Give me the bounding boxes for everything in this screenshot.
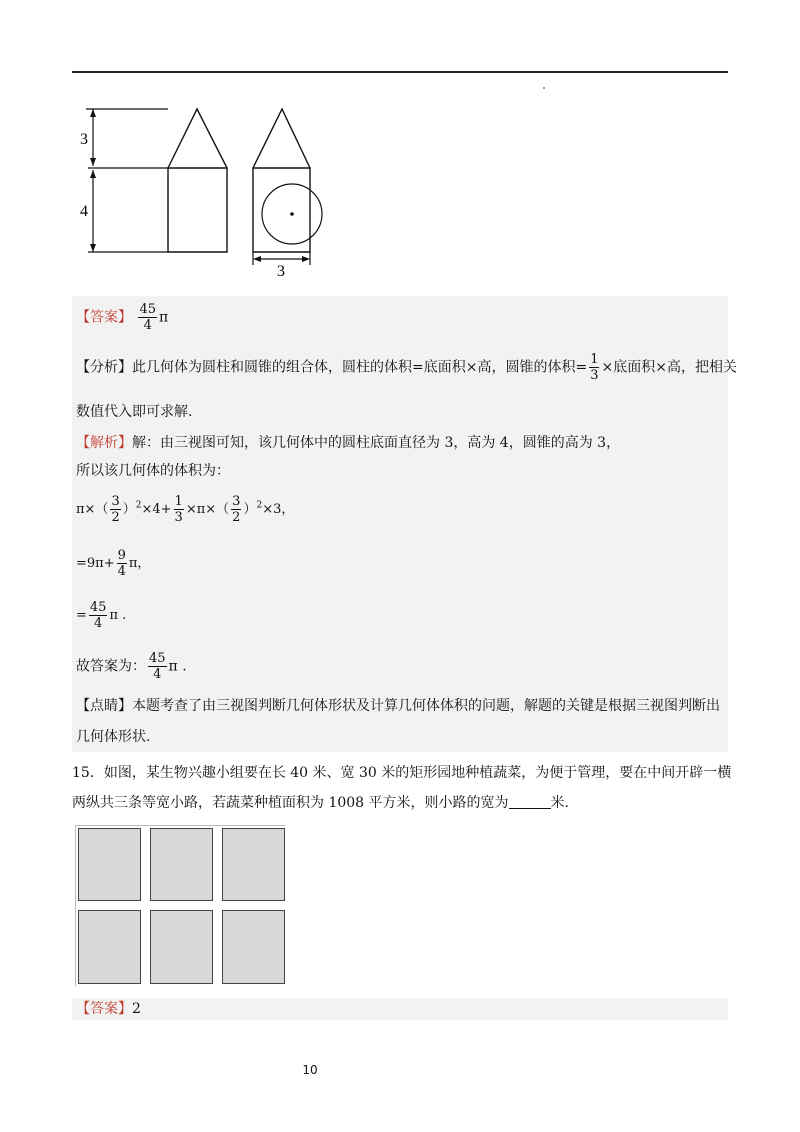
vegetable-plot <box>222 828 285 901</box>
front-view-cone <box>168 109 227 168</box>
comment-tag: 【点睛】 <box>76 698 132 714</box>
vegetable-plot <box>222 910 285 984</box>
equation-3: = $\frac{45}{4}$ π . <box>76 600 127 631</box>
q15-line-1: 15．如图，某生物兴趣小组要在长 40 米、宽 30 米的矩形园地种植蔬菜，为便于管理，要在中间开辟一横 <box>72 765 732 781</box>
vegetable-plot <box>78 910 141 984</box>
answer-blank <box>509 794 551 809</box>
analysis-line-1: 【分析】此几何体为圆柱和圆锥的组合体，圆柱的体积=底面积×高，圆锥的体积= $\frac{1}{3}$ ×底面积×高，把相关 <box>76 352 737 383</box>
three-view-figure <box>72 100 342 280</box>
analysis-fraction: $\frac{1}{3}$ <box>590 352 599 383</box>
comment-line-1: 【点睛】本题考查了由三视图判断几何体形状及计算几何体体积的问题，解题的关键是根据三视图判断出 <box>76 698 720 714</box>
final-answer: 故答案为： $\frac{45}{4}$ π . <box>76 651 187 682</box>
top-view-center-dot <box>290 212 294 216</box>
answer-fraction: $\frac{45}{4}$ <box>139 302 156 333</box>
equation-2: =9π+ $\frac{9}{4}$ π， <box>76 548 151 579</box>
solution-line-2: 所以该几何体的体积为： <box>76 463 230 479</box>
solution-tag: 【解析】 <box>76 435 132 451</box>
vegetable-plot <box>78 828 141 901</box>
equation-1: π×（ $\frac{3}{2}$ ）$^2$×4+ $\frac{1}{3}$ ×π×（ $\frac{3}{2}$ ）$^2$×3， <box>76 494 295 525</box>
answer-1 <box>76 302 168 333</box>
front-view-cylinder <box>168 168 227 252</box>
side-view-cone <box>253 109 310 168</box>
q15-line-2: 两纵共三条等宽小路，若蔬菜种植面积为 1008 平方米，则小路的宽为 米. <box>72 795 569 811</box>
answer-panel-2 <box>72 998 728 1020</box>
analysis-line-2: 数值代入即可求解. <box>76 404 193 420</box>
label-cone-height: 3 <box>80 131 88 148</box>
header-dot <box>543 87 545 89</box>
answer-2: 【答案】2 <box>76 1001 141 1017</box>
vegetable-plot <box>150 828 213 901</box>
label-base-width: 3 <box>277 263 285 280</box>
header-rule <box>72 71 728 73</box>
vegetable-plot <box>150 910 213 984</box>
garden-diagram <box>75 825 285 986</box>
pi-symbol: π <box>159 309 169 326</box>
side-view-cylinder <box>253 168 310 252</box>
comment-line-2: 几何体形状. <box>76 729 151 745</box>
label-cylinder-height: 4 <box>80 203 88 220</box>
page-number: 10 <box>302 1063 318 1077</box>
answer-tag: 【答案】 <box>76 1001 132 1017</box>
analysis-tag: 【分析】 <box>76 359 132 376</box>
answer-tag: 【答案】 <box>76 309 132 326</box>
solution-line-1: 【解析】解：由三视图可知，该几何体中的圆柱底面直径为 3，高为 4，圆锥的高为 3， <box>76 435 621 451</box>
